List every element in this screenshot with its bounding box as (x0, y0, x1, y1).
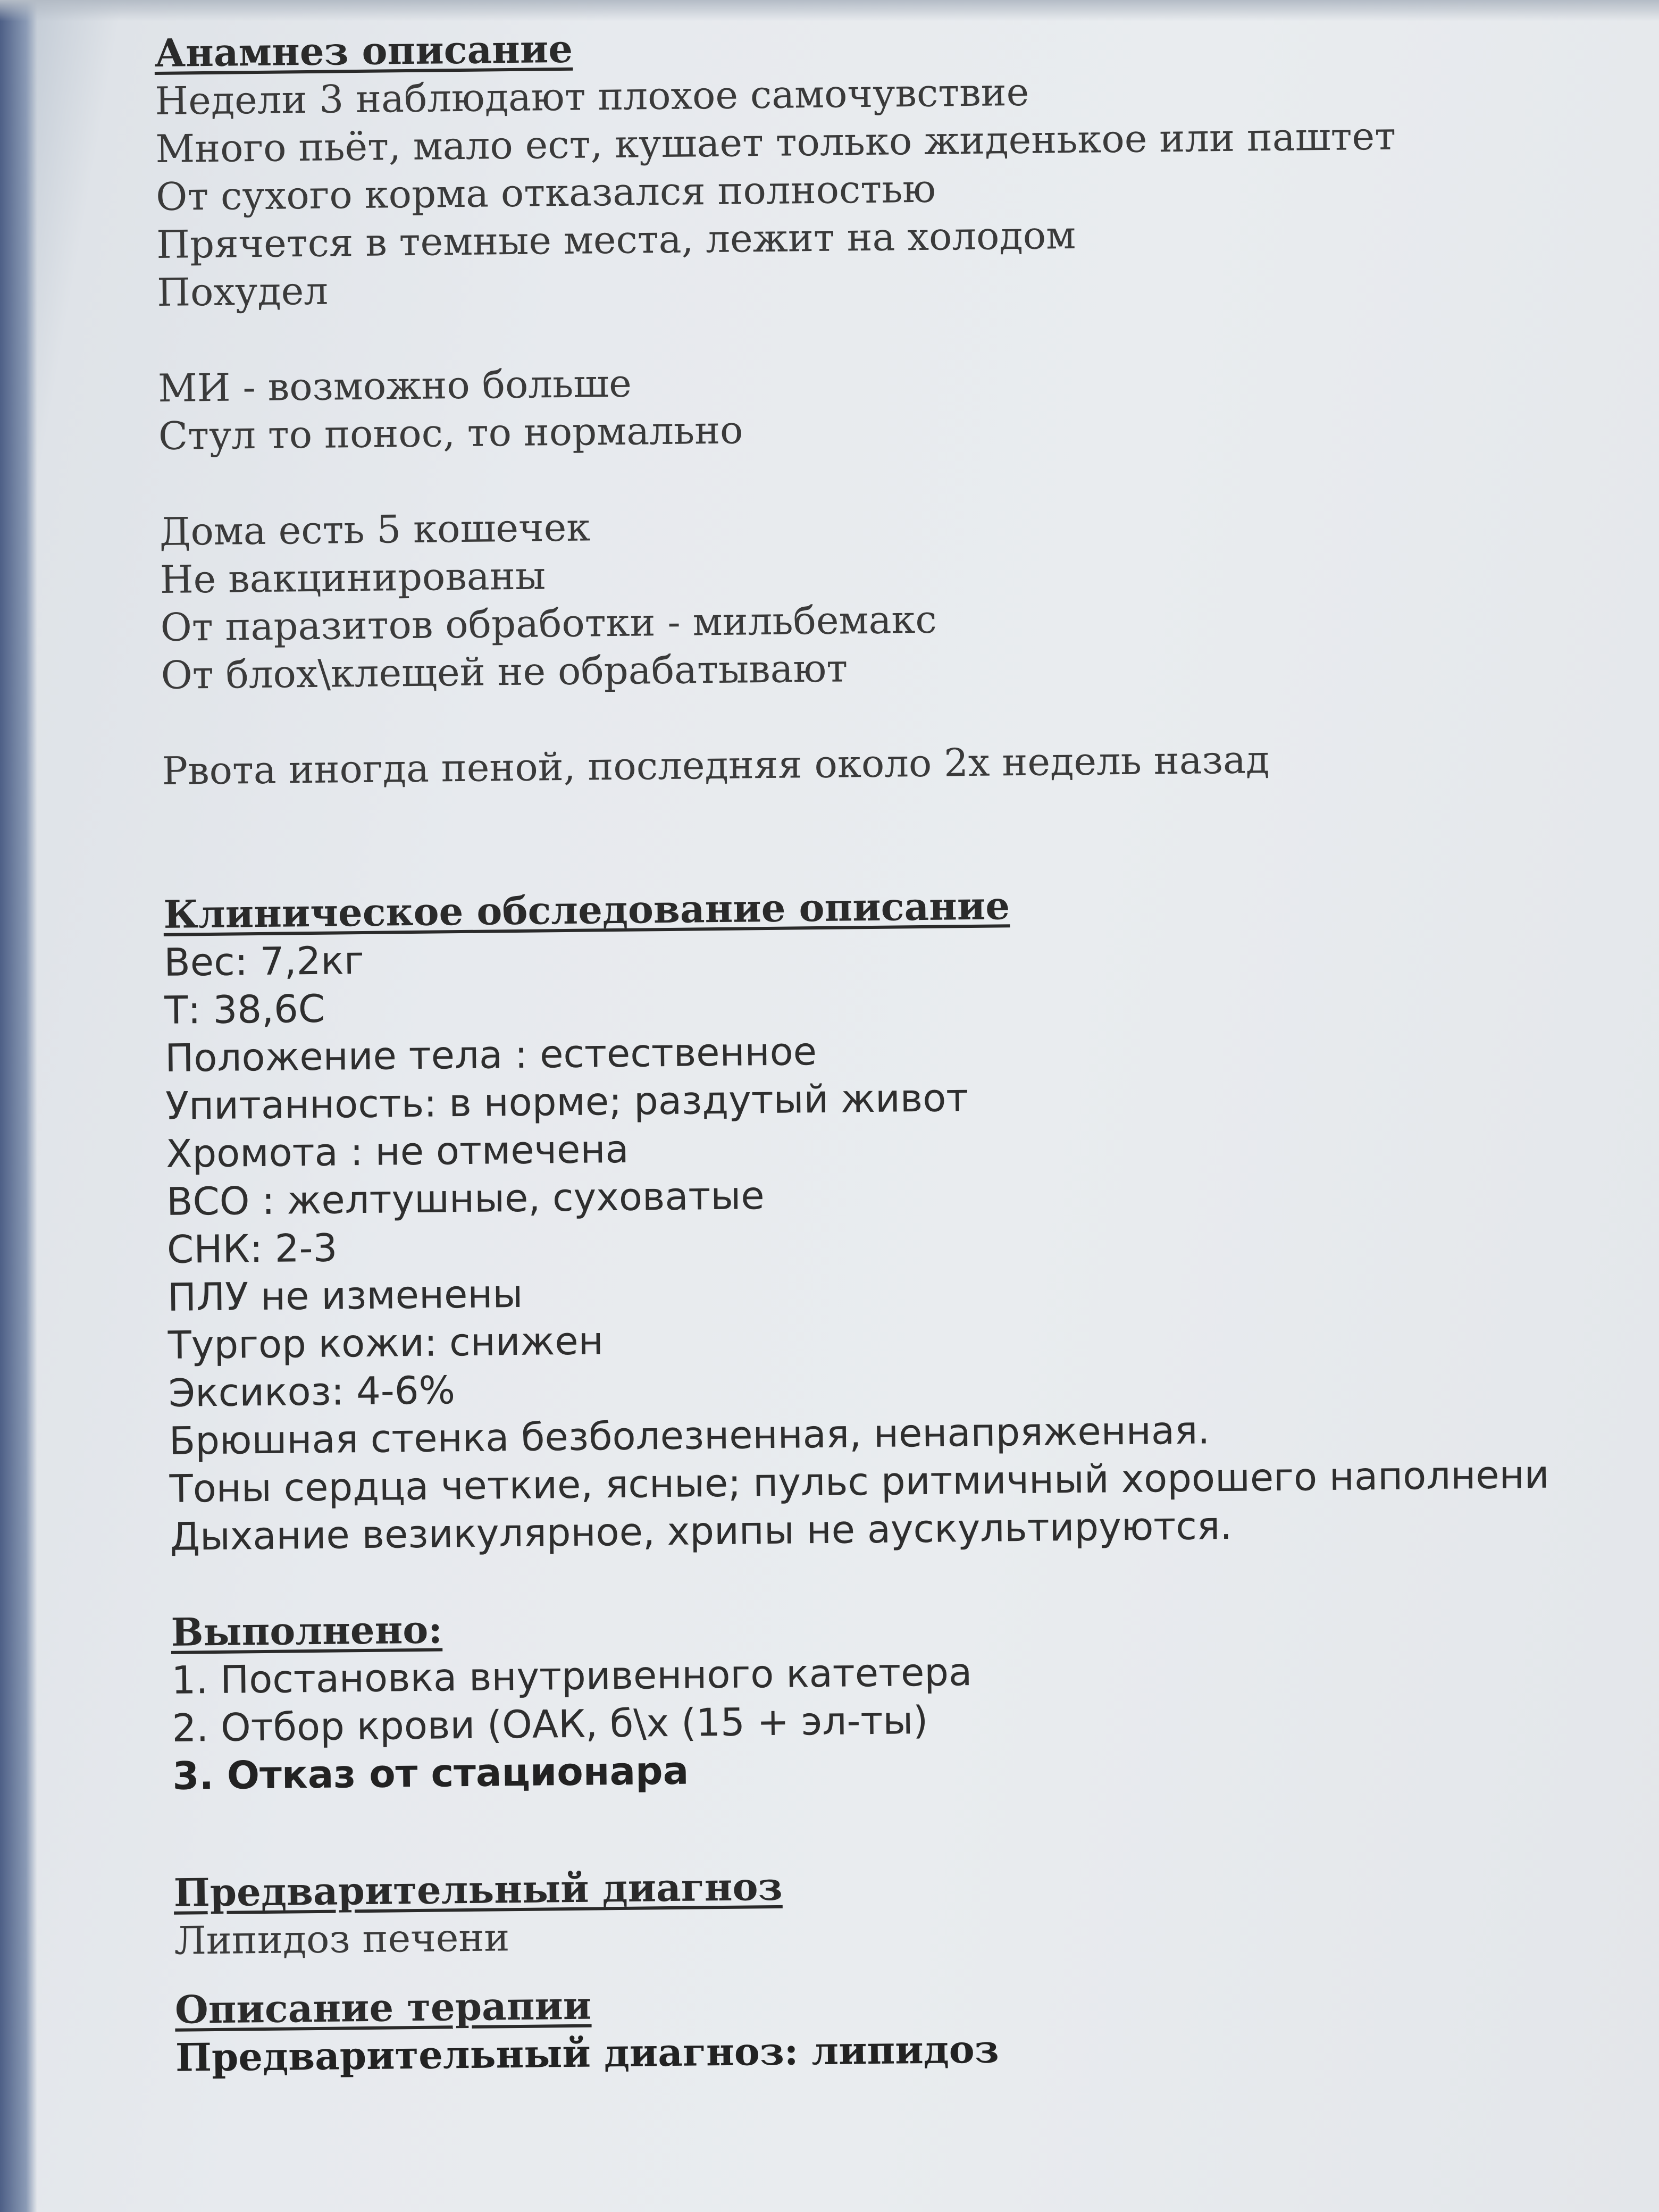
clinical-line: Т: 38,6С (164, 986, 325, 1033)
clinical-line: Положение тела : естественное (164, 1029, 817, 1080)
clinical-line: Вес: 7,2кг (163, 937, 365, 985)
diagnosis-text: Липидоз печени (174, 1915, 510, 1963)
clinical-line: Упитанность: в норме; раздутый живот (165, 1075, 969, 1128)
clinical-line: Тургор кожи: снижен (167, 1318, 604, 1368)
clinical-line: Брюшная стенка безболезненная, ненапряженная. (169, 1407, 1210, 1463)
anamnesis-line: Похудел (156, 268, 329, 315)
clinical-line: Дыхание везикулярное, хрипы не аускультируются. (170, 1503, 1233, 1559)
clinical-line: Хромота : не отмечена (165, 1126, 629, 1176)
anamnesis-line: Рвота иногда пеной, последняя около 2х недель назад (162, 737, 1270, 793)
anamnesis-line: Много пьёт, мало ест, кушает только жиденькое или паштет (155, 113, 1396, 171)
anamnesis-line: От сухого корма отказался полностью (155, 166, 936, 219)
clinical-line: ВСО : желтушные, суховатые (166, 1173, 765, 1224)
anamnesis-line: Не вакцинированы (160, 553, 546, 602)
anamnesis-line: Недели 3 наблюдают плохое самочувствие (154, 69, 1029, 123)
clinical-line: Тоны сердца четкие, ясные; пульс ритмичный хорошего наполнени (169, 1452, 1549, 1511)
diagnosis-title: Предварительный диагноз (173, 1863, 783, 1915)
binder-edge (0, 0, 37, 2212)
done-item: 2. Отбор крови (ОАК, б\х (15 + эл-ты) (172, 1697, 928, 1750)
anamnesis-line: Прячется в темные места, лежит на холодом (156, 212, 1076, 267)
therapy-title: Описание терапии (174, 1982, 592, 2032)
done-item: 1. Постановка внутривенного катетера (171, 1649, 973, 1703)
done-item: 3. Отказ от стационара (172, 1748, 689, 1798)
anamnesis-line: Стул то понос, то нормально (158, 407, 743, 458)
anamnesis-title: Анамнез описание (154, 26, 573, 76)
clinical-title: Клиническое обследование описание (163, 883, 1010, 937)
anamnesis-line: От блох\клещей не обрабатывают (161, 646, 848, 698)
medical-record (154, 13, 1659, 2081)
anamnesis-line: От паразитов обработки - мильбемакс (160, 597, 937, 650)
clinical-line: ПЛУ не изменены (167, 1271, 523, 1320)
anamnesis-line: МИ - возможно больше (157, 361, 632, 410)
clinical-line: Эксикоз: 4-6% (168, 1368, 456, 1415)
anamnesis-line: Дома есть 5 кошечек (159, 505, 591, 554)
done-title: Выполнено: (171, 1606, 443, 1655)
therapy-text: Предварительный диагноз: липидоз (175, 2026, 999, 2080)
clinical-line: СНК: 2-3 (166, 1225, 338, 1272)
